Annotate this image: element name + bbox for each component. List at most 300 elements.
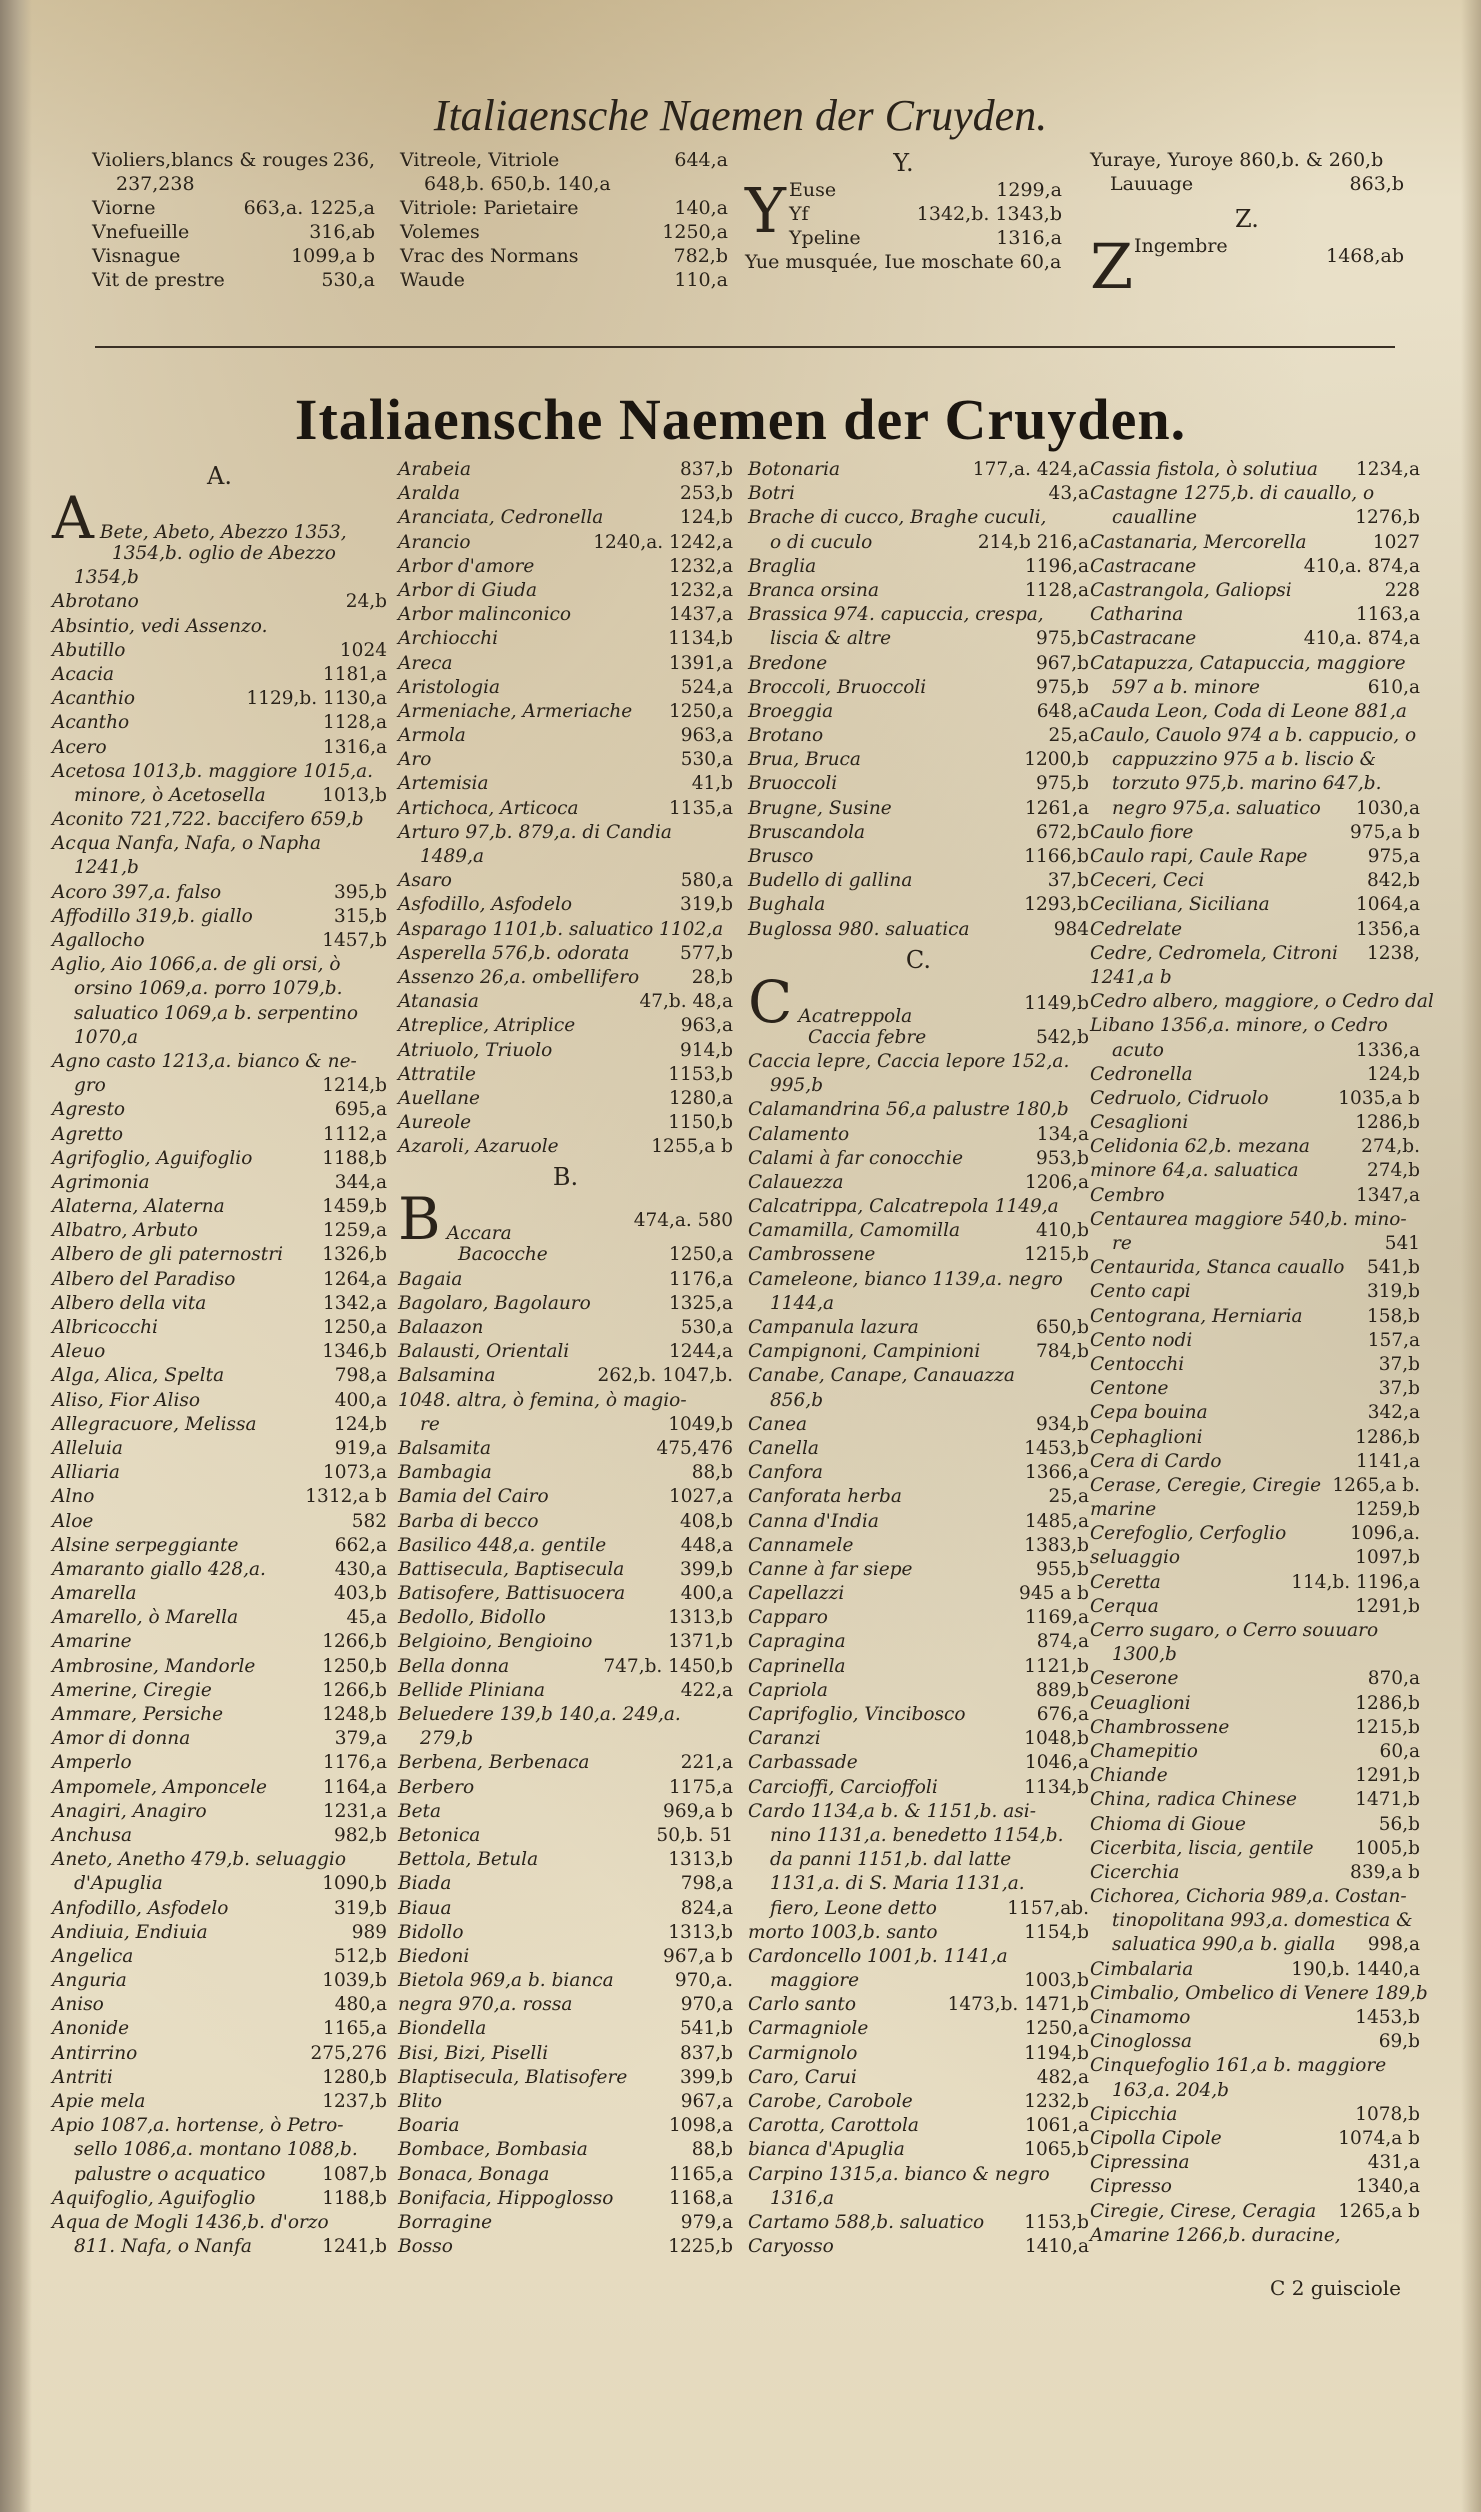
index-entry (398, 772, 733, 796)
entry-pages: 400,a (334, 1389, 387, 1411)
index-entry (398, 676, 733, 700)
entry-text: bianca d'Apuglia (748, 2139, 905, 2161)
entry-text: Castrangola, Galiopsi (1090, 579, 1292, 601)
entry-text: Lauuage (1110, 173, 1194, 195)
entry-text: Acantho (52, 712, 130, 734)
entry-text: Atreplice, Atriplice (398, 1015, 576, 1037)
index-entry (748, 627, 1089, 651)
entry-text: Amarello, ò Marella (52, 1607, 239, 1629)
entry-text: Carlo santo (748, 1994, 856, 2016)
entry-pages: 316,ab (309, 221, 375, 243)
entry-text: Acero (52, 736, 107, 758)
index-entry (52, 484, 387, 552)
section-letter: C. (905, 945, 932, 974)
index-entry (52, 1727, 387, 1751)
index-entry (1090, 482, 1420, 506)
entry-text: Balausti, Orientali (398, 1341, 570, 1363)
entry-text: Cedrelate (1090, 918, 1183, 940)
entry-pages: 1166,b (1024, 846, 1089, 867)
entry-pages: 1259,b (1355, 1499, 1420, 1521)
entry-text: Calamandrina 56,a palustre 180,b (748, 1099, 1069, 1121)
entry-text: Carmagniole (748, 2018, 869, 2040)
entry-text: Euse (789, 179, 837, 201)
index-entry (398, 1014, 733, 1038)
index-entry (748, 918, 1089, 942)
index-entry (398, 1185, 733, 1254)
entry-pages: 695,a (334, 1099, 387, 1121)
entry-pages: 1265,a b. (1332, 1474, 1420, 1496)
index-entry (748, 1824, 1089, 1848)
entry-pages: 1003,b (1024, 1970, 1089, 1992)
entry-text: Cedronella (1090, 1063, 1193, 1085)
section-letter-y: Y. (893, 149, 914, 177)
index-entry (748, 700, 1089, 724)
entry-text: 163,a. 204,b (1112, 2079, 1230, 2101)
entry-text: Arbor malinconico (398, 604, 572, 626)
entry-text: Agrifoglio, Aguifoglio (52, 1147, 253, 1169)
index-entry (748, 797, 1089, 821)
index-entry (398, 990, 733, 1014)
index-entry (398, 1039, 733, 1063)
index-entry (1090, 2030, 1420, 2054)
entry-text: Balsamita (398, 1437, 491, 1459)
index-entry (748, 1340, 1089, 1364)
index-entry (398, 1824, 733, 1848)
index-entry (52, 1050, 387, 1074)
index-entry (1090, 821, 1420, 845)
entry-pages: 1169,a (1025, 1607, 1089, 1629)
upper-column-3 (745, 148, 1062, 274)
entry-pages: 1326,b (322, 1244, 387, 1266)
index-entry (398, 797, 733, 821)
entry-pages: 1165,a (323, 2018, 387, 2040)
entry-text: Aleuo (52, 1341, 106, 1363)
index-entry (748, 1026, 1089, 1050)
entry-text: Asaro (398, 870, 452, 892)
entry-text: Brusco (748, 846, 814, 867)
entry-pages: 672,b (1035, 821, 1089, 843)
index-entry (92, 220, 375, 244)
entry-pages: 541,b (1366, 1257, 1420, 1279)
entry-pages: 1153,b (1024, 2211, 1089, 2233)
entry-pages: 967,a (680, 2091, 733, 2112)
entry-pages: 1366,a (1025, 1462, 1089, 1484)
entry-text: Ingembre (1134, 235, 1228, 257)
index-entry (748, 1485, 1089, 1509)
entry-pages: 475,476 (656, 1437, 733, 1459)
entry-pages: 1485,a (1025, 1510, 1089, 1532)
entry-text: palustre o acquatico (74, 2163, 266, 2185)
entry-text: Carobe, Carobole (748, 2091, 913, 2112)
entry-pages: 1244,a (669, 1341, 733, 1363)
index-entry (1090, 1933, 1420, 1957)
index-entry (52, 1437, 387, 1461)
entry-text: d'Apuglia (74, 1873, 163, 1895)
index-entry (745, 202, 1062, 226)
index-entry (748, 724, 1089, 748)
entry-pages: 1232,a (669, 579, 733, 601)
index-entry (1090, 1135, 1420, 1159)
entry-pages: 1013,b (322, 784, 387, 806)
index-entry (1090, 2127, 1420, 2151)
index-entry (1090, 2200, 1420, 2224)
index-entry (398, 1389, 733, 1413)
entry-text: Vitriole: Parietaire (400, 197, 579, 219)
entry-pages: 1250,a (1025, 2018, 1089, 2040)
index-entry (1090, 1014, 1420, 1038)
index-entry (52, 1098, 387, 1122)
entry-pages: 45,a (346, 1607, 387, 1629)
entry-pages: 1250,a (669, 1244, 733, 1266)
index-entry (52, 687, 387, 711)
index-entry (92, 244, 375, 268)
entry-text: Ceceri, Ceci (1090, 870, 1205, 892)
entry-text: Aranciata, Cedronella (398, 507, 604, 529)
entry-pages: 982,b (333, 1824, 387, 1846)
index-entry (748, 1582, 1089, 1606)
entry-pages: 542,b (1035, 1026, 1089, 1048)
entry-text: Caulo, Cauolo 974 a b. cappucio, o (1090, 725, 1417, 747)
entry-pages: 919,a (334, 1437, 387, 1459)
entry-pages: 1453,b (1355, 2007, 1420, 2028)
entry-text: Canforata herba (748, 1486, 902, 1508)
index-entry (748, 1147, 1089, 1171)
entry-pages: 1250,a (669, 700, 733, 722)
index-entry (52, 2114, 387, 2138)
entry-pages: 1266,b (322, 1679, 387, 1701)
entry-text: Anfodillo, Asfodelo (52, 1897, 229, 1919)
entry-text: Aro (398, 749, 432, 771)
entry-text: sello 1086,a. montano 1088,b. (74, 2139, 358, 2161)
entry-pages: 512,b (333, 1945, 387, 1967)
entry-text: da panni 1151,b. dal latte (770, 1849, 1012, 1871)
entry-text: Cedre, Cedromela, Citroni (1090, 942, 1338, 964)
entry-pages: 43,a (1048, 483, 1089, 505)
index-entry (748, 1703, 1089, 1727)
index-entry (398, 1364, 733, 1388)
initial-letter: C (748, 967, 793, 1036)
entry-text: Acoro 397,a. falso (52, 881, 222, 903)
entry-pages: 1313,b (668, 1849, 733, 1871)
entry-text: Cerro sugaro, o Cerro souuaro (1090, 1620, 1379, 1641)
index-entry (398, 918, 733, 942)
entry-pages: 644,a (674, 149, 728, 171)
entry-text: Capragina (748, 1631, 846, 1653)
entry-text: Caro, Carui (748, 2066, 857, 2088)
entry-text: Battisecula, Baptisecula (398, 1558, 625, 1580)
entry-pages: 989 (351, 1921, 387, 1943)
entry-text: minore 64,a. saluatica (1090, 1160, 1299, 1182)
index-entry (398, 1751, 733, 1775)
entry-text: Alleluia (52, 1437, 123, 1459)
entry-pages: 1232,b (1024, 2091, 1089, 2112)
entry-pages: 1027,a (669, 1486, 733, 1508)
entry-text: nino 1131,a. benedetto 1154,b. (770, 1824, 1064, 1846)
index-entry (748, 1606, 1089, 1630)
entry-text: Castagne 1275,b. di cauallo, o (1090, 483, 1375, 505)
index-entry (1090, 1232, 1420, 1256)
index-entry (52, 1606, 387, 1630)
entry-text: Cerase, Ceregie, Ciregie (1090, 1474, 1322, 1496)
index-entry (398, 1292, 733, 1316)
index-entry (1090, 990, 1434, 1014)
entry-pages: 837,b (679, 2042, 733, 2064)
entry-text: Cartamo 588,b. saluatico (748, 2211, 985, 2233)
entry-pages: 1206,a (1025, 1171, 1089, 1193)
entry-pages: 945 a b (1019, 1583, 1089, 1605)
index-entry (398, 1776, 733, 1800)
index-entry (1090, 1909, 1420, 1933)
entry-text: Cedruolo, Cidruolo (1090, 1087, 1269, 1109)
index-entry (52, 1268, 387, 1292)
entry-pages: 1437,a (669, 604, 733, 626)
entry-pages: 262,b. 1047,b. (597, 1365, 733, 1387)
index-entry (1090, 172, 1404, 196)
index-entry (748, 1921, 1089, 1945)
index-entry (398, 845, 733, 869)
entry-pages: 798,a (680, 1873, 733, 1895)
index-entry (398, 652, 733, 676)
entry-text: Balsamina (398, 1365, 496, 1387)
entry-text: Acetosa 1013,b. maggiore 1015,a. (52, 760, 374, 782)
entry-text: Cichorea, Cichoria 989,a. Costan- (1090, 1886, 1407, 1908)
entry-pages: 1096,a. (1350, 1523, 1420, 1545)
index-entry (398, 1316, 733, 1340)
index-entry (748, 603, 1089, 627)
index-entry (398, 1969, 733, 1993)
entry-text: Artichoca, Articoca (398, 797, 579, 819)
entry-text: Caulo rapi, Caule Rape (1090, 846, 1308, 867)
entry-pages: 315,b (333, 905, 387, 927)
index-entry (748, 2211, 1089, 2235)
index-entry (748, 821, 1089, 845)
entry-pages: 1237,b (322, 2091, 387, 2112)
index-entry (748, 1413, 1089, 1437)
entry-text: Broccoli, Bruoccoli (748, 676, 927, 698)
entry-text: acuto (1112, 1039, 1164, 1061)
entry-pages: 408,b (679, 1510, 733, 1532)
entry-pages: 967,b (1035, 652, 1089, 674)
index-entry (52, 1461, 387, 1485)
entry-pages: 1383,b (1024, 1534, 1089, 1556)
entry-text: Campanula lazura (748, 1317, 919, 1338)
entry-pages: 1030,a (1356, 797, 1420, 819)
entry-text: Biaua (398, 1897, 452, 1919)
index-entry (398, 506, 733, 530)
index-entry (1090, 1716, 1420, 1740)
index-entry (398, 1268, 733, 1292)
entry-text: Viorne (92, 197, 156, 219)
index-entry (398, 748, 733, 772)
entry-pages: 1286,b (1355, 1426, 1420, 1448)
index-entry (52, 905, 387, 929)
index-entry (52, 1485, 387, 1509)
index-entry (52, 2090, 387, 2114)
entry-pages: 124,b (333, 1413, 387, 1435)
entry-text: Albero del Paradiso (52, 1268, 236, 1290)
entry-text: Amarine 1266,b. duracine, (1090, 2224, 1341, 2246)
entry-text: Centograna, Herniaria (1090, 1305, 1303, 1327)
entry-text: Antriti (52, 2066, 113, 2088)
index-entry (748, 1510, 1089, 1534)
entry-pages: 1128,a (323, 712, 387, 734)
entry-pages: 422,a (680, 1679, 733, 1701)
index-entry (52, 1800, 387, 1824)
entry-pages: 969,a b (663, 1800, 733, 1822)
entry-text: Aqua de Mogli 1436,b. d'orzo (52, 2211, 329, 2233)
index-entry (748, 1534, 1089, 1558)
entry-text: maggiore (770, 1970, 860, 1992)
entry-pages: 399,b (679, 1558, 733, 1580)
index-entry (745, 250, 1062, 274)
entry-text: Bagaia (398, 1268, 463, 1290)
index-entry (748, 2163, 1089, 2187)
index-entry (1090, 1813, 1420, 1837)
entry-text: Caprinella (748, 1655, 846, 1677)
index-entry (398, 1993, 733, 2017)
index-entry (1090, 1063, 1420, 1087)
entry-text: 1316,a (770, 2187, 834, 2209)
entry-text: Agallocho (52, 930, 145, 951)
entry-text: Arbor di Giuda (398, 579, 538, 601)
entry-pages: 967,a b (663, 1945, 733, 1967)
entry-text: Anonide (52, 2018, 130, 2040)
index-column-4 (1090, 458, 1434, 2248)
entry-pages: 837,b (679, 459, 733, 480)
entry-text: Assenzo 26,a. ombellifero (398, 966, 640, 988)
page-edge (1461, 0, 1481, 2512)
index-entry (748, 893, 1089, 917)
entry-text: Caccia febre (808, 1026, 927, 1048)
entry-pages: 1078,b (1355, 2103, 1420, 2125)
entry-pages: 1196,a (1025, 555, 1089, 577)
entry-text: Alliaria (52, 1462, 120, 1484)
entry-pages: 1194,b (1024, 2042, 1089, 2064)
entry-pages: 25,a (1048, 725, 1089, 747)
entry-text: Cephaglioni (1090, 1426, 1203, 1448)
entry-pages: 839,a b (1350, 1861, 1420, 1883)
index-entry (748, 1437, 1089, 1461)
entry-text: 1354,b (74, 567, 139, 589)
index-entry (745, 178, 1062, 202)
entry-text: Boaria (398, 2115, 460, 2137)
entry-text: Cimbalio, Ombelico di Venere 189,b (1090, 1982, 1428, 2004)
entry-text: Visnague (92, 245, 181, 267)
entry-text: Vitreole, Vitriole (400, 149, 560, 171)
entry-text: Carotta, Carottola (748, 2115, 919, 2137)
index-column-2 (398, 458, 733, 2259)
entry-text: Cento nodi (1090, 1329, 1193, 1351)
entry-pages: 1261,a (1025, 797, 1089, 819)
entry-text: gro (74, 1075, 106, 1097)
entry-text: Vnefueille (92, 221, 190, 243)
entry-pages: 975,b (1035, 628, 1089, 650)
index-entry (52, 977, 387, 1001)
entry-pages: 228 (1384, 579, 1420, 601)
index-entry (398, 1461, 733, 1485)
entry-pages: 874,a (1036, 1631, 1089, 1653)
index-entry (398, 2138, 733, 2162)
entry-pages: 1316,a (323, 736, 387, 758)
entry-pages: 1154,b (1024, 1921, 1089, 1943)
entry-text: Brugne, Susine (748, 797, 892, 819)
index-entry (398, 2066, 733, 2090)
entry-pages: 1073,a (323, 1462, 387, 1484)
entry-text: Absintio, vedi Assenzo. (52, 615, 268, 637)
index-entry (1090, 1546, 1420, 1570)
index-entry (398, 1087, 733, 1111)
index-entry (748, 2235, 1089, 2259)
index-entry (1090, 2054, 1420, 2078)
entry-pages: 979,a (680, 2211, 733, 2233)
index-entry (1090, 1087, 1420, 1111)
index-entry (748, 772, 1089, 796)
entry-text: Accara (446, 1223, 512, 1245)
index-entry (52, 1510, 387, 1534)
entry-text: Centone (1090, 1378, 1169, 1400)
entry-text: Armola (398, 725, 466, 747)
entry-text: Bettola, Betula (398, 1849, 539, 1871)
entry-pages: 1129,b. 1130,a (246, 688, 387, 710)
index-entry (748, 1268, 1089, 1292)
entry-text: Cassia fistola, ò solutiua (1090, 459, 1318, 480)
entry-text: Carpino 1315,a. bianco & negro (748, 2163, 1050, 2185)
index-entry (52, 1316, 387, 1340)
entry-pages: 784,b (1035, 1341, 1089, 1363)
entry-text: Capellazzi (748, 1583, 845, 1605)
index-entry (52, 929, 387, 953)
entry-pages: 410,a. 874,a (1303, 628, 1420, 650)
index-entry (748, 1751, 1089, 1775)
entry-text: Carcioffi, Carcioffoli (748, 1776, 938, 1798)
entry-text: Carmignolo (748, 2042, 858, 2064)
entry-text: orsino 1069,a. porro 1079,b. (74, 978, 343, 1000)
entry-text: Albatro, Arbuto (52, 1220, 198, 1242)
index-entry (748, 967, 1089, 1036)
entry-pages: 1459,b (322, 1196, 387, 1218)
entry-pages: 1410,a (1025, 2236, 1089, 2258)
index-entry (748, 1123, 1089, 1147)
entry-text: Aniso (52, 1994, 104, 2016)
index-entry (748, 2114, 1089, 2138)
index-entry (1090, 506, 1420, 530)
entry-text: Acatreppola (798, 1005, 913, 1027)
entry-text: Bruscandola (748, 821, 866, 843)
index-entry (748, 2042, 1089, 2066)
entry-pages: 1090,b (322, 1873, 387, 1895)
index-entry (748, 845, 1089, 869)
entry-pages: 1049,b (668, 1413, 733, 1435)
entry-pages: 1286,b (1355, 1692, 1420, 1714)
entry-text: Aloe (52, 1510, 94, 1532)
index-entry (1090, 869, 1420, 893)
entry-text: Arbor d'amore (398, 555, 535, 577)
entry-text: marine (1090, 1499, 1157, 1521)
entry-text: Ceciliana, Siciliana (1090, 894, 1270, 916)
index-entry (1090, 1595, 1420, 1619)
entry-pages: 963,a (680, 1015, 733, 1037)
index-entry (748, 1872, 1089, 1896)
index-entry (398, 1437, 733, 1461)
entry-text: 1241,a b (1090, 966, 1172, 988)
entry-text: Batisofere, Battisuocera (398, 1583, 626, 1605)
index-entry (398, 1655, 733, 1679)
index-entry (52, 953, 387, 977)
entry-text: Cerefoglio, Cerfoglio (1090, 1523, 1287, 1545)
index-entry (92, 268, 375, 292)
entry-pages: 1280,b (322, 2066, 387, 2088)
index-entry (52, 2066, 387, 2090)
